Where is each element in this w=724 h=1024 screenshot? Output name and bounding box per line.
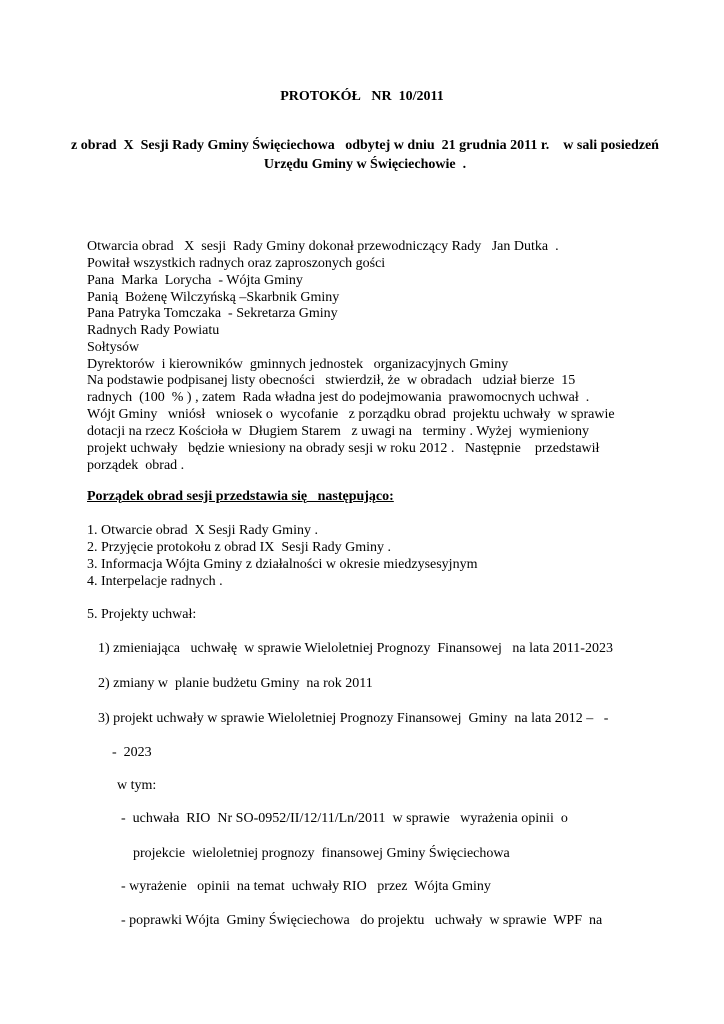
agenda-item: 4. Interpelacje radnych . bbox=[87, 574, 223, 589]
project-item: 1) zmieniająca uchwałę w sprawie Wieloletniej Prognozy Finansowej na lata 2011-2023 bbox=[98, 641, 613, 656]
intro-line: radnych (100 % ) , zatem Rada władna jest do podejmowania prawomocnych uchwał . bbox=[87, 390, 590, 405]
intro-line: Pana Marka Lorycha - Wójta Gminy bbox=[87, 273, 303, 288]
project-item: 3) projekt uchwały w sprawie Wieloletniej Prognozy Finansowej Gminy na lata 2012 – - bbox=[98, 711, 609, 726]
project-item: w tym: bbox=[117, 778, 157, 793]
agenda-item: 2. Przyjęcie protokołu z obrad IX Sesji Rady Gminy . bbox=[87, 540, 392, 555]
document-title: PROTOKÓŁ NR 10/2011 bbox=[280, 89, 444, 104]
intro-line: Powitał wszystkich radnych oraz zaproszonych gości bbox=[87, 256, 386, 271]
project-item: projekcie wieloletniej prognozy finansowej Gminy Święciechowa bbox=[133, 846, 510, 861]
intro-line: Pana Patryka Tomczaka - Sekretarza Gminy bbox=[87, 306, 338, 321]
project-item: 2) zmiany w planie budżetu Gminy na rok 2011 bbox=[98, 676, 373, 691]
project-item: - poprawki Wójta Gminy Święciechowa do projektu uchwały w sprawie WPF na bbox=[121, 913, 603, 928]
agenda-item: 1. Otwarcie obrad X Sesji Rady Gminy . bbox=[87, 523, 318, 538]
project-item: - 2023 bbox=[112, 745, 152, 760]
intro-line: Na podstawie podpisanej listy obecności stwierdził, że w obradach udział bierze 15 bbox=[87, 373, 576, 388]
project-item: - uchwała RIO Nr SO-0952/II/12/11/Ln/2011 w sprawie wyrażenia opinii o bbox=[121, 811, 568, 826]
intro-line: porządek obrad . bbox=[87, 458, 185, 473]
intro-line: dotacji na rzecz Kościoła w Długiem Starem z uwagi na terminy . Wyżej wymieniony bbox=[87, 424, 589, 439]
intro-line: Wójt Gminy wniósł wniosek o wycofanie z porządku obrad projektu uchwały w sprawie bbox=[87, 407, 615, 422]
intro-line: Otwarcia obrad X sesji Rady Gminy dokonał przewodniczący Rady Jan Dutka . bbox=[87, 239, 559, 254]
intro-line: Dyrektorów i kierowników gminnych jednostek organizacyjnych Gminy bbox=[87, 357, 509, 372]
intro-line: Sołtysów bbox=[87, 340, 140, 355]
intro-line: Panią Bożenę Wilczyńską –Skarbnik Gminy bbox=[87, 290, 340, 305]
agenda-item: 3. Informacja Wójta Gminy z działalności w okresie miedzysesyjnym bbox=[87, 557, 478, 572]
project-item: - wyrażenie opinii na temat uchwały RIO przez Wójta Gminy bbox=[121, 879, 491, 894]
intro-line: Radnych Rady Powiatu bbox=[87, 323, 220, 338]
intro-line: projekt uchwały będzie wniesiony na obrady sesji w roku 2012 . Następnie przedstawił bbox=[87, 441, 600, 456]
projects-label: 5. Projekty uchwał: bbox=[87, 607, 197, 622]
agenda-heading: Porządek obrad sesji przedstawia się następująco: bbox=[87, 489, 394, 504]
document-subtitle: z obrad X Sesji Rady Gminy Święciechowa odbytej w dniu 21 grudnia 2011 r. w sali posiedzeń Urzędu Gminy w Święciechowie . bbox=[71, 138, 673, 172]
